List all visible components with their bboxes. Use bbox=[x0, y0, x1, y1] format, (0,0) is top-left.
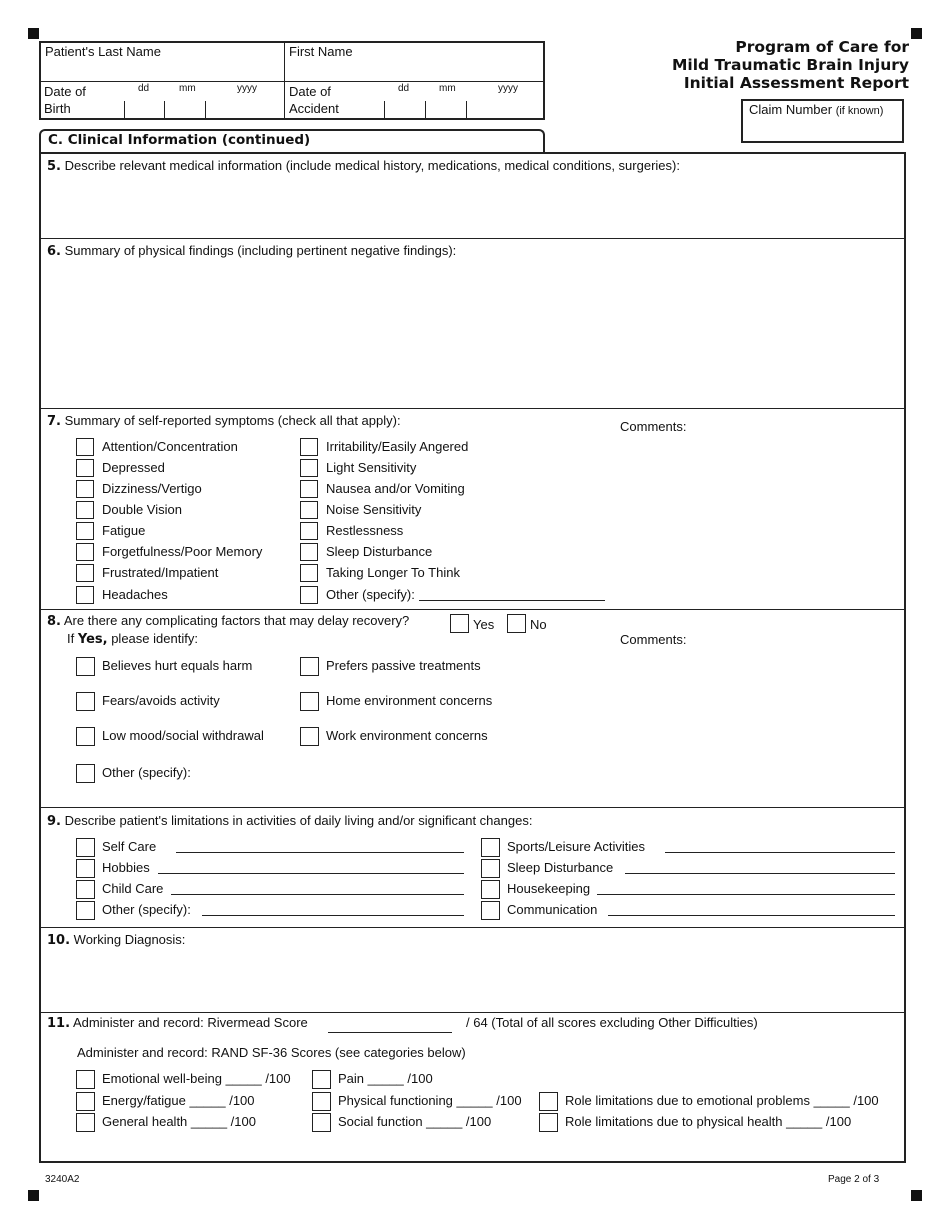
page-number: Page 2 of 3 bbox=[828, 1174, 880, 1185]
limitation-item-label: Self Care bbox=[102, 839, 157, 854]
physical-findings-answer-area[interactable] bbox=[41, 240, 904, 406]
q7-comments-area[interactable] bbox=[612, 436, 902, 606]
factor-item-checkbox[interactable] bbox=[76, 727, 95, 746]
other-symptom-line[interactable] bbox=[419, 600, 605, 601]
last-name-label: Patient's Last Name bbox=[45, 44, 161, 59]
rand-score-item-checkbox[interactable] bbox=[312, 1113, 331, 1132]
rand-score-item-checkbox[interactable] bbox=[539, 1092, 558, 1111]
rand-score-item-label: Pain _____ /100 bbox=[338, 1071, 433, 1086]
symptom-item-label: Other (specify): bbox=[326, 587, 415, 602]
symptom-item-label: Irritability/Easily Angered bbox=[326, 439, 469, 454]
symptom-item-checkbox[interactable] bbox=[300, 564, 318, 582]
symptom-item-checkbox[interactable] bbox=[300, 459, 318, 477]
q5-number: 5. bbox=[47, 159, 61, 174]
registration-mark bbox=[911, 1190, 922, 1201]
yes-label: Yes bbox=[473, 617, 495, 632]
factor-item-checkbox[interactable] bbox=[300, 657, 319, 676]
factor-item-checkbox[interactable] bbox=[76, 657, 95, 676]
title-line: Mild Traumatic Brain Injury bbox=[671, 56, 909, 74]
doa-label: Date of bbox=[289, 84, 331, 99]
limitation-item-checkbox[interactable] bbox=[76, 859, 95, 878]
divider bbox=[39, 408, 906, 409]
factor-item-label: Prefers passive treatments bbox=[326, 658, 481, 673]
rivermead-suffix: / 64 (Total of all scores excluding Other Difficulties) bbox=[466, 1015, 758, 1030]
q9-number: 9. bbox=[47, 814, 61, 829]
q8-number: 8. bbox=[47, 614, 61, 629]
symptom-item-label: Forgetfulness/Poor Memory bbox=[102, 544, 263, 559]
limitation-item-checkbox[interactable] bbox=[481, 859, 500, 878]
factor-item-checkbox[interactable] bbox=[76, 764, 95, 783]
symptom-item-checkbox[interactable] bbox=[300, 501, 318, 519]
no-label: No bbox=[530, 617, 547, 632]
q5-text: Describe relevant medical information (include medical history, medications, medical conditions, surgeries): bbox=[64, 158, 680, 173]
symptom-item-label: Restlessness bbox=[326, 523, 404, 538]
claim-label-note: (if known) bbox=[835, 105, 884, 117]
symptom-item-checkbox[interactable] bbox=[76, 586, 94, 604]
symptom-item-checkbox[interactable] bbox=[300, 438, 318, 456]
q7-prompt bbox=[47, 413, 401, 429]
factor-item-label: Fears/avoids activity bbox=[102, 693, 220, 708]
rand-score-item-checkbox[interactable] bbox=[76, 1113, 95, 1132]
divider bbox=[124, 101, 125, 120]
q6-number: 6. bbox=[47, 244, 61, 259]
registration-mark bbox=[911, 28, 922, 39]
day-label: dd bbox=[138, 83, 150, 94]
rand-score-item-label: Physical functioning _____ /100 bbox=[338, 1093, 522, 1108]
symptom-item-checkbox[interactable] bbox=[76, 543, 94, 561]
q11-number: 11. bbox=[47, 1016, 71, 1031]
divider bbox=[39, 81, 545, 82]
first-name-label: First Name bbox=[289, 44, 353, 59]
symptom-item-label: Nausea and/or Vomiting bbox=[326, 481, 465, 496]
divider bbox=[205, 101, 206, 120]
q5-prompt bbox=[47, 158, 680, 174]
symptom-item-checkbox[interactable] bbox=[76, 564, 94, 582]
rand-score-item-checkbox[interactable] bbox=[76, 1092, 95, 1111]
rivermead-text: Administer and record: Rivermead Score bbox=[72, 1015, 308, 1030]
limitation-entry-line[interactable] bbox=[202, 915, 464, 916]
divider bbox=[384, 101, 385, 120]
limitation-item-label: Housekeeping bbox=[507, 881, 591, 896]
divider bbox=[425, 101, 426, 120]
limitation-item-checkbox[interactable] bbox=[481, 838, 500, 857]
divider bbox=[164, 101, 165, 120]
q10-number: 10. bbox=[47, 933, 71, 948]
rand-score-item-label: General health _____ /100 bbox=[102, 1114, 256, 1129]
limitation-item-label: Communication bbox=[507, 902, 598, 917]
q10-text: Working Diagnosis: bbox=[73, 932, 186, 947]
divider bbox=[39, 238, 906, 239]
q7-comments-label: Comments: bbox=[620, 419, 687, 434]
year-label: yyyy bbox=[237, 83, 257, 94]
q8-prompt bbox=[47, 613, 409, 629]
symptom-item-label: Noise Sensitivity bbox=[326, 502, 422, 517]
symptom-item-label: Depressed bbox=[102, 460, 165, 475]
rand-score-item-label: Role limitations due to emotional problems _____ /100 bbox=[565, 1093, 879, 1108]
doa-label: Accident bbox=[289, 101, 339, 116]
rand-score-item-label: Role limitations due to physical health _____ /100 bbox=[565, 1114, 852, 1129]
rand-score-item-label: Energy/fatigue _____ /100 bbox=[102, 1093, 255, 1108]
divider bbox=[39, 927, 906, 928]
title-line: Initial Assessment Report bbox=[683, 74, 909, 92]
yes-checkbox[interactable] bbox=[450, 614, 469, 633]
q8-text: Are there any complicating factors that may delay recovery? bbox=[63, 613, 410, 628]
if-prefix: If bbox=[67, 631, 75, 646]
symptom-item-checkbox[interactable] bbox=[300, 480, 318, 498]
title-line: Program of Care for bbox=[735, 38, 909, 56]
rivermead-score-line[interactable] bbox=[328, 1032, 452, 1033]
limitation-entry-line[interactable] bbox=[665, 852, 895, 853]
rand-score-item-label: Emotional well-being _____ /100 bbox=[102, 1071, 291, 1086]
claim-label-text: Claim Number bbox=[749, 102, 833, 117]
divider bbox=[466, 101, 467, 120]
symptom-item-label: Double Vision bbox=[102, 502, 182, 517]
dob-label: Birth bbox=[44, 101, 71, 116]
q10-prompt bbox=[47, 932, 185, 948]
no-checkbox[interactable] bbox=[507, 614, 526, 633]
symptom-item-label: Fatigue bbox=[102, 523, 146, 538]
symptom-item-label: Headaches bbox=[102, 587, 168, 602]
limitation-item-label: Other (specify): bbox=[102, 902, 191, 917]
limitation-item-label: Sports/Leisure Activities bbox=[507, 839, 646, 854]
symptom-item-checkbox[interactable] bbox=[300, 543, 318, 561]
rand-score-item-checkbox[interactable] bbox=[539, 1113, 558, 1132]
symptom-item-checkbox[interactable] bbox=[76, 522, 94, 540]
rand-score-item-label: Social function _____ /100 bbox=[338, 1114, 492, 1129]
symptom-item-label: Frustrated/Impatient bbox=[102, 565, 219, 580]
q9-prompt bbox=[47, 813, 532, 829]
if-suffix: please identify: bbox=[111, 631, 198, 646]
limitation-entry-line[interactable] bbox=[171, 894, 464, 895]
symptom-item-label: Dizziness/Vertigo bbox=[102, 481, 202, 496]
q8-comments-label: Comments: bbox=[620, 632, 687, 647]
day-label: dd bbox=[398, 83, 410, 94]
factor-item-label: Home environment concerns bbox=[326, 693, 493, 708]
symptom-item-label: Attention/Concentration bbox=[102, 439, 238, 454]
factor-item-checkbox[interactable] bbox=[76, 692, 95, 711]
rand-score-item-checkbox[interactable] bbox=[312, 1092, 331, 1111]
factor-item-label: Low mood/social withdrawal bbox=[102, 728, 264, 743]
q6-prompt bbox=[47, 243, 456, 259]
symptom-item-checkbox[interactable] bbox=[300, 586, 318, 604]
q7-number: 7. bbox=[47, 414, 61, 429]
section-title: C. Clinical Information (continued) bbox=[48, 132, 311, 148]
limitation-entry-line[interactable] bbox=[158, 873, 464, 874]
factor-item-label: Other (specify): bbox=[102, 765, 191, 780]
rand-score-item-checkbox[interactable] bbox=[76, 1070, 95, 1089]
q7-text: Summary of self-reported symptoms (check all that apply): bbox=[64, 413, 401, 428]
registration-mark bbox=[28, 28, 39, 39]
symptom-item-checkbox[interactable] bbox=[76, 480, 94, 498]
limitation-entry-line[interactable] bbox=[625, 873, 895, 874]
divider bbox=[284, 41, 285, 120]
q8-if-yes bbox=[67, 631, 198, 647]
month-label: mm bbox=[439, 83, 456, 94]
factor-item-checkbox[interactable] bbox=[300, 692, 319, 711]
rand-score-item-checkbox[interactable] bbox=[312, 1070, 331, 1089]
registration-mark bbox=[28, 1190, 39, 1201]
limitation-item-label: Sleep Disturbance bbox=[507, 860, 614, 875]
symptom-item-label: Sleep Disturbance bbox=[326, 544, 433, 559]
factor-item-label: Work environment concerns bbox=[326, 728, 488, 743]
factor-item-label: Believes hurt equals harm bbox=[102, 658, 253, 673]
q6-text: Summary of physical findings (including pertinent negative findings): bbox=[64, 243, 457, 258]
symptom-item-checkbox[interactable] bbox=[76, 459, 94, 477]
limitation-entry-line[interactable] bbox=[597, 894, 895, 895]
limitation-item-label: Child Care bbox=[102, 881, 164, 896]
limitation-item-checkbox[interactable] bbox=[481, 880, 500, 899]
month-label: mm bbox=[179, 83, 196, 94]
form-title bbox=[672, 38, 909, 92]
dob-label: Date of bbox=[44, 84, 86, 99]
q8-comments-area[interactable] bbox=[612, 650, 902, 804]
if-yes-bold: Yes, bbox=[77, 632, 108, 647]
symptom-item-checkbox[interactable] bbox=[300, 522, 318, 540]
limitation-item-checkbox[interactable] bbox=[481, 901, 500, 920]
symptom-item-checkbox[interactable] bbox=[76, 501, 94, 519]
rand-text: Administer and record: RAND SF-36 Scores (see categories below) bbox=[77, 1045, 466, 1060]
year-label: yyyy bbox=[498, 83, 518, 94]
limitation-item-checkbox[interactable] bbox=[76, 901, 95, 920]
limitation-item-label: Hobbies bbox=[102, 860, 150, 875]
form-code: 3240A2 bbox=[45, 1174, 80, 1185]
divider bbox=[39, 609, 906, 610]
q11-prompt bbox=[47, 1015, 308, 1031]
claim-number-label bbox=[749, 102, 883, 117]
divider bbox=[39, 807, 906, 808]
symptom-item-checkbox[interactable] bbox=[76, 438, 94, 456]
limitation-item-checkbox[interactable] bbox=[76, 838, 95, 857]
limitation-entry-line[interactable] bbox=[176, 852, 464, 853]
factor-item-checkbox[interactable] bbox=[300, 727, 319, 746]
symptom-item-label: Taking Longer To Think bbox=[326, 565, 460, 580]
limitation-item-checkbox[interactable] bbox=[76, 880, 95, 899]
limitation-entry-line[interactable] bbox=[608, 915, 895, 916]
divider bbox=[39, 1012, 906, 1013]
q9-text: Describe patient's limitations in activities of daily living and/or significant changes: bbox=[64, 813, 533, 828]
symptom-item-label: Light Sensitivity bbox=[326, 460, 417, 475]
